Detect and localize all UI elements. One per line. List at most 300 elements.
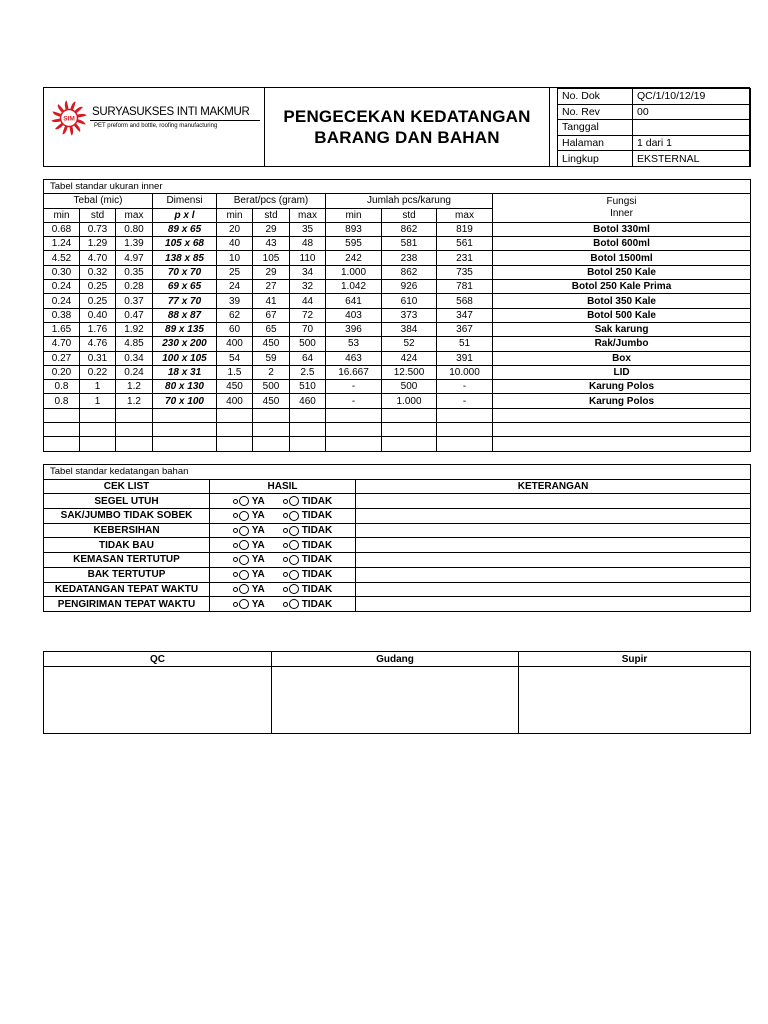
company-tagline: PET preform and bottle, roofing manufacturing xyxy=(94,123,218,129)
radio-dot-icon xyxy=(233,499,238,504)
radio-label: YA xyxy=(251,554,265,566)
cell-jumlah-std: 926 xyxy=(382,280,437,294)
arrival-check-table xyxy=(43,464,751,612)
subheader-min: min xyxy=(44,208,80,222)
radio-circle-icon[interactable] xyxy=(239,555,249,565)
radio-option-ya[interactable] xyxy=(233,524,265,537)
check-row xyxy=(44,538,751,553)
cell-berat-std: 2 xyxy=(253,365,290,379)
radio-circle-icon[interactable] xyxy=(239,511,249,521)
cell-jumlah-std: 500 xyxy=(382,380,437,394)
cell-tebal-max: 4.97 xyxy=(116,251,153,265)
radio-option-ya[interactable] xyxy=(233,495,265,508)
radio-label: TIDAK xyxy=(301,539,333,551)
empty-cell[interactable] xyxy=(80,423,116,437)
radio-label: TIDAK xyxy=(301,598,333,610)
check-row xyxy=(44,597,751,612)
radio-option-ya[interactable] xyxy=(233,509,265,522)
cell-berat-max: 460 xyxy=(290,394,326,408)
cell-berat-std: 105 xyxy=(253,251,290,265)
cell-tebal-min: 4.70 xyxy=(44,337,80,351)
cell-berat-max: 70 xyxy=(290,322,326,336)
cell-fungsi: Karung Polos xyxy=(493,380,751,394)
meta-row xyxy=(558,151,751,167)
radio-label: TIDAK xyxy=(301,495,333,507)
table-row xyxy=(44,394,751,408)
cell-jumlah-max: 568 xyxy=(437,294,493,308)
cell-tebal-std: 1.29 xyxy=(80,237,116,251)
subheader-std: std xyxy=(382,208,437,222)
check-row xyxy=(44,523,751,538)
subheader-pxl: p x l xyxy=(153,208,217,222)
cell-jumlah-min: 242 xyxy=(326,251,382,265)
radio-dot-icon xyxy=(283,602,288,607)
cell-tebal-min: 0.8 xyxy=(44,394,80,408)
cell-tebal-min: 4.52 xyxy=(44,251,80,265)
header-hasil: HASIL xyxy=(210,479,356,494)
signature-label-gudang: Gudang xyxy=(272,652,519,667)
cell-berat-min: 54 xyxy=(217,351,253,365)
svg-text:SIM: SIM xyxy=(63,115,75,123)
subheader-max: max xyxy=(437,208,493,222)
cell-tebal-std: 4.76 xyxy=(80,337,116,351)
check-note-field[interactable] xyxy=(356,597,751,612)
check-note-field[interactable] xyxy=(356,582,751,597)
cell-berat-min: 25 xyxy=(217,265,253,279)
empty-cell[interactable] xyxy=(116,423,153,437)
cell-jumlah-max: 391 xyxy=(437,351,493,365)
empty-cell[interactable] xyxy=(217,437,253,451)
radio-label: TIDAK xyxy=(301,583,333,595)
document-header xyxy=(43,87,750,167)
signature-box-supir[interactable] xyxy=(519,667,751,734)
empty-cell[interactable] xyxy=(44,437,80,451)
radio-label: TIDAK xyxy=(301,569,333,581)
cell-jumlah-max: - xyxy=(437,394,493,408)
cell-tebal-min: 0.20 xyxy=(44,365,80,379)
check-note-field[interactable] xyxy=(356,553,751,568)
cell-dimensi: 70 x 100 xyxy=(153,394,217,408)
cell-fungsi: Box xyxy=(493,351,751,365)
cell-berat-std: 29 xyxy=(253,222,290,236)
cell-berat-std: 450 xyxy=(253,394,290,408)
cell-jumlah-min: - xyxy=(326,394,382,408)
title-line-2: BARANG DAN BAHAN xyxy=(314,128,500,147)
cell-fungsi: Botol 500 Kale xyxy=(493,308,751,322)
subheader-max: max xyxy=(116,208,153,222)
check-row xyxy=(44,553,751,568)
check-row xyxy=(44,494,751,509)
cell-fungsi: Botol 250 Kale Prima xyxy=(493,280,751,294)
empty-cell[interactable] xyxy=(290,423,326,437)
radio-dot-icon xyxy=(283,557,288,562)
cell-tebal-max: 1.2 xyxy=(116,380,153,394)
cell-dimensi: 230 x 200 xyxy=(153,337,217,351)
radio-label: TIDAK xyxy=(301,510,333,522)
empty-cell[interactable] xyxy=(217,423,253,437)
empty-cell[interactable] xyxy=(80,437,116,451)
empty-cell[interactable] xyxy=(217,408,253,422)
check-item-label: KEBERSIHAN xyxy=(44,523,210,538)
cell-tebal-min: 0.38 xyxy=(44,308,80,322)
cell-jumlah-std: 238 xyxy=(382,251,437,265)
check-result xyxy=(210,509,356,524)
radio-dot-icon xyxy=(233,528,238,533)
cell-berat-std: 59 xyxy=(253,351,290,365)
cell-berat-std: 27 xyxy=(253,280,290,294)
radio-circle-icon[interactable] xyxy=(289,511,299,521)
cell-fungsi: Botol 1500ml xyxy=(493,251,751,265)
radio-option-ya[interactable] xyxy=(233,539,265,552)
cell-fungsi: Sak karung xyxy=(493,322,751,336)
cell-tebal-min: 0.24 xyxy=(44,280,80,294)
header-fungsi-line1: Fungsi xyxy=(606,196,637,208)
radio-dot-icon xyxy=(283,587,288,592)
radio-label: YA xyxy=(251,539,265,551)
company-name: SURYASUKSES INTI MAKMUR xyxy=(92,106,250,118)
cell-jumlah-max: 735 xyxy=(437,265,493,279)
cell-jumlah-std: 384 xyxy=(382,322,437,336)
empty-cell[interactable] xyxy=(44,408,80,422)
cell-berat-min: 20 xyxy=(217,222,253,236)
meta-value[interactable]: 00 xyxy=(633,104,751,120)
radio-option-ya[interactable] xyxy=(233,553,265,566)
radio-circle-icon[interactable] xyxy=(239,526,249,536)
radio-circle-icon[interactable] xyxy=(239,584,249,594)
radio-circle-icon[interactable] xyxy=(239,599,249,609)
cell-tebal-min: 0.68 xyxy=(44,222,80,236)
cell-jumlah-max: - xyxy=(437,380,493,394)
cell-fungsi: Botol 350 Kale xyxy=(493,294,751,308)
empty-cell[interactable] xyxy=(326,423,382,437)
cell-tebal-min: 1.65 xyxy=(44,322,80,336)
cell-tebal-std: 0.73 xyxy=(80,222,116,236)
empty-cell[interactable] xyxy=(153,408,217,422)
empty-table-row xyxy=(44,423,751,437)
table-row xyxy=(44,265,751,279)
cell-fungsi: Karung Polos xyxy=(493,394,751,408)
empty-cell[interactable] xyxy=(290,437,326,451)
cell-berat-min: 450 xyxy=(217,380,253,394)
cell-jumlah-min: 1.042 xyxy=(326,280,382,294)
radio-label: YA xyxy=(251,583,265,595)
cell-dimensi: 100 x 105 xyxy=(153,351,217,365)
subheader-max: max xyxy=(290,208,326,222)
cell-berat-std: 41 xyxy=(253,294,290,308)
meta-label: No. Dok xyxy=(558,89,633,105)
radio-dot-icon xyxy=(283,572,288,577)
radio-dot-icon xyxy=(233,602,238,607)
empty-cell[interactable] xyxy=(290,408,326,422)
signature-box-qc[interactable] xyxy=(44,667,272,734)
cell-jumlah-min: 16.667 xyxy=(326,365,382,379)
cell-berat-max: 500 xyxy=(290,337,326,351)
radio-option-tidak[interactable] xyxy=(283,598,333,611)
empty-cell[interactable] xyxy=(493,408,751,422)
signature-box-gudang[interactable] xyxy=(272,667,519,734)
table-row xyxy=(44,237,751,251)
empty-cell[interactable] xyxy=(493,423,751,437)
table-row xyxy=(44,294,751,308)
subheader-min: min xyxy=(217,208,253,222)
radio-circle-icon[interactable] xyxy=(289,540,299,550)
meta-row xyxy=(558,120,751,136)
empty-cell[interactable] xyxy=(116,437,153,451)
check-result xyxy=(210,494,356,509)
cell-tebal-max: 1.92 xyxy=(116,322,153,336)
radio-option-tidak[interactable] xyxy=(283,495,333,508)
cell-berat-std: 29 xyxy=(253,265,290,279)
subheader-std: std xyxy=(80,208,116,222)
meta-label: No. Rev xyxy=(558,104,633,120)
radio-option-ya[interactable] xyxy=(233,583,265,596)
cell-berat-min: 40 xyxy=(217,237,253,251)
cell-jumlah-std: 862 xyxy=(382,222,437,236)
empty-cell[interactable] xyxy=(44,423,80,437)
radio-label: TIDAK xyxy=(301,525,333,537)
cell-fungsi: Botol 600ml xyxy=(493,237,751,251)
cell-dimensi: 138 x 85 xyxy=(153,251,217,265)
header-dimensi: Dimensi xyxy=(153,194,217,208)
check-note-field[interactable] xyxy=(356,538,751,553)
radio-circle-icon[interactable] xyxy=(239,540,249,550)
cell-fungsi: Rak/Jumbo xyxy=(493,337,751,351)
cell-jumlah-std: 610 xyxy=(382,294,437,308)
cell-jumlah-std: 12.500 xyxy=(382,365,437,379)
empty-table-row xyxy=(44,408,751,422)
radio-label: YA xyxy=(251,525,265,537)
meta-row xyxy=(558,135,751,151)
cell-berat-max: 34 xyxy=(290,265,326,279)
header-tebal: Tebal (mic) xyxy=(44,194,153,208)
cell-jumlah-std: 862 xyxy=(382,265,437,279)
cell-berat-std: 450 xyxy=(253,337,290,351)
company-logo-block xyxy=(44,88,265,166)
header-keterangan: KETERANGAN xyxy=(356,479,751,494)
cell-tebal-max: 1.39 xyxy=(116,237,153,251)
header-fungsi xyxy=(493,194,751,223)
signature-table xyxy=(43,651,751,734)
check-row xyxy=(44,582,751,597)
cell-berat-min: 62 xyxy=(217,308,253,322)
meta-row xyxy=(558,104,751,120)
cell-tebal-max: 0.37 xyxy=(116,294,153,308)
empty-cell[interactable] xyxy=(326,437,382,451)
cell-tebal-std: 0.31 xyxy=(80,351,116,365)
cell-berat-max: 72 xyxy=(290,308,326,322)
radio-dot-icon xyxy=(233,543,238,548)
cell-tebal-max: 0.47 xyxy=(116,308,153,322)
radio-circle-icon[interactable] xyxy=(289,526,299,536)
inner-table-caption: Tabel standar ukuran inner xyxy=(44,180,751,194)
empty-cell[interactable] xyxy=(253,408,290,422)
cell-fungsi: Botol 250 Kale xyxy=(493,265,751,279)
cell-jumlah-min: 403 xyxy=(326,308,382,322)
cell-jumlah-std: 424 xyxy=(382,351,437,365)
radio-circle-icon[interactable] xyxy=(289,584,299,594)
cell-tebal-std: 0.32 xyxy=(80,265,116,279)
subheader-std: std xyxy=(253,208,290,222)
cell-berat-std: 67 xyxy=(253,308,290,322)
cell-jumlah-std: 581 xyxy=(382,237,437,251)
cell-dimensi: 18 x 31 xyxy=(153,365,217,379)
cell-berat-std: 500 xyxy=(253,380,290,394)
cell-jumlah-std: 373 xyxy=(382,308,437,322)
cell-dimensi: 105 x 68 xyxy=(153,237,217,251)
check-result xyxy=(210,553,356,568)
empty-cell[interactable] xyxy=(437,437,493,451)
meta-value[interactable]: QC/1/10/12/19 xyxy=(633,89,751,105)
empty-cell[interactable] xyxy=(382,437,437,451)
cell-tebal-max: 0.28 xyxy=(116,280,153,294)
empty-cell[interactable] xyxy=(253,423,290,437)
cell-jumlah-min: 396 xyxy=(326,322,382,336)
radio-option-tidak[interactable] xyxy=(283,583,333,596)
radio-dot-icon xyxy=(283,513,288,518)
radio-circle-icon[interactable] xyxy=(289,570,299,580)
cell-dimensi: 77 x 70 xyxy=(153,294,217,308)
cell-jumlah-max: 10.000 xyxy=(437,365,493,379)
cell-berat-std: 65 xyxy=(253,322,290,336)
empty-table-row xyxy=(44,437,751,451)
empty-cell[interactable] xyxy=(382,408,437,422)
radio-label: TIDAK xyxy=(301,554,333,566)
cell-tebal-max: 0.80 xyxy=(116,222,153,236)
logo-divider xyxy=(90,120,260,121)
check-row xyxy=(44,567,751,582)
cell-tebal-max: 0.35 xyxy=(116,265,153,279)
inner-size-table xyxy=(43,179,751,452)
check-item-label: SAK/JUMBO TIDAK SOBEK xyxy=(44,509,210,524)
radio-circle-icon[interactable] xyxy=(289,599,299,609)
cell-jumlah-min: - xyxy=(326,380,382,394)
cell-tebal-std: 0.25 xyxy=(80,294,116,308)
cell-tebal-std: 0.40 xyxy=(80,308,116,322)
radio-label: YA xyxy=(251,510,265,522)
cell-dimensi: 70 x 70 xyxy=(153,265,217,279)
empty-cell[interactable] xyxy=(153,423,217,437)
cell-tebal-max: 0.34 xyxy=(116,351,153,365)
radio-option-tidak[interactable] xyxy=(283,568,333,581)
radio-dot-icon xyxy=(283,543,288,548)
radio-option-ya[interactable] xyxy=(233,568,265,581)
cell-dimensi: 89 x 65 xyxy=(153,222,217,236)
header-berat: Berat/pcs (gram) xyxy=(217,194,326,208)
radio-circle-icon[interactable] xyxy=(239,570,249,580)
radio-circle-icon[interactable] xyxy=(289,496,299,506)
meta-value[interactable] xyxy=(633,120,751,136)
empty-cell[interactable] xyxy=(253,437,290,451)
empty-cell[interactable] xyxy=(437,408,493,422)
table-row xyxy=(44,308,751,322)
meta-value[interactable]: 1 dari 1 xyxy=(633,135,751,151)
cell-berat-std: 43 xyxy=(253,237,290,251)
header-fungsi-line2: Inner xyxy=(610,208,633,220)
cell-jumlah-min: 641 xyxy=(326,294,382,308)
table-row xyxy=(44,365,751,379)
cell-tebal-min: 0.8 xyxy=(44,380,80,394)
cell-berat-min: 400 xyxy=(217,337,253,351)
cell-berat-max: 64 xyxy=(290,351,326,365)
cell-tebal-max: 1.2 xyxy=(116,394,153,408)
check-note-field[interactable] xyxy=(356,494,751,509)
check-item-label: BAK TERTUTUP xyxy=(44,567,210,582)
cell-jumlah-max: 347 xyxy=(437,308,493,322)
empty-cell[interactable] xyxy=(153,437,217,451)
header-cek-list: CEK LIST xyxy=(44,479,210,494)
check-note-field[interactable] xyxy=(356,523,751,538)
cell-berat-min: 10 xyxy=(217,251,253,265)
radio-option-tidak[interactable] xyxy=(283,509,333,522)
check-result xyxy=(210,597,356,612)
radio-option-tidak[interactable] xyxy=(283,553,333,566)
radio-circle-icon[interactable] xyxy=(289,555,299,565)
cell-jumlah-min: 1.000 xyxy=(326,265,382,279)
meta-row xyxy=(558,89,751,105)
cell-jumlah-max: 561 xyxy=(437,237,493,251)
cell-berat-min: 24 xyxy=(217,280,253,294)
cell-tebal-min: 0.30 xyxy=(44,265,80,279)
cell-tebal-std: 1 xyxy=(80,394,116,408)
check-table-caption: Tabel standar kedatangan bahan xyxy=(44,465,751,480)
check-result xyxy=(210,567,356,582)
document-meta-table xyxy=(557,88,751,167)
radio-dot-icon xyxy=(233,587,238,592)
cell-dimensi: 89 x 135 xyxy=(153,322,217,336)
check-note-field[interactable] xyxy=(356,509,751,524)
check-result xyxy=(210,538,356,553)
cell-tebal-std: 0.22 xyxy=(80,365,116,379)
empty-cell[interactable] xyxy=(382,423,437,437)
radio-option-ya[interactable] xyxy=(233,598,265,611)
empty-cell[interactable] xyxy=(437,423,493,437)
cell-tebal-min: 0.27 xyxy=(44,351,80,365)
radio-label: YA xyxy=(251,569,265,581)
radio-label: YA xyxy=(251,598,265,610)
cell-jumlah-max: 51 xyxy=(437,337,493,351)
cell-tebal-std: 4.70 xyxy=(80,251,116,265)
signature-label-supir: Supir xyxy=(519,652,751,667)
check-note-field[interactable] xyxy=(356,567,751,582)
radio-circle-icon[interactable] xyxy=(239,496,249,506)
table-row xyxy=(44,337,751,351)
cell-berat-max: 35 xyxy=(290,222,326,236)
cell-fungsi: Botol 330ml xyxy=(493,222,751,236)
radio-option-tidak[interactable] xyxy=(283,524,333,537)
cell-berat-max: 110 xyxy=(290,251,326,265)
cell-tebal-max: 4.85 xyxy=(116,337,153,351)
radio-dot-icon xyxy=(233,572,238,577)
empty-cell[interactable] xyxy=(116,408,153,422)
cell-jumlah-max: 367 xyxy=(437,322,493,336)
table-row xyxy=(44,351,751,365)
title-line-1: PENGECEKAN KEDATANGAN xyxy=(283,107,531,126)
signature-label-qc: QC xyxy=(44,652,272,667)
table-row xyxy=(44,322,751,336)
empty-cell[interactable] xyxy=(80,408,116,422)
company-logo-icon xyxy=(49,98,89,138)
empty-cell[interactable] xyxy=(326,408,382,422)
cell-jumlah-min: 53 xyxy=(326,337,382,351)
cell-tebal-min: 1.24 xyxy=(44,237,80,251)
subheader-min: min xyxy=(326,208,382,222)
cell-dimensi: 80 x 130 xyxy=(153,380,217,394)
check-item-label: SEGEL UTUH xyxy=(44,494,210,509)
meta-value[interactable]: EKSTERNAL xyxy=(633,151,751,167)
radio-option-tidak[interactable] xyxy=(283,539,333,552)
check-result xyxy=(210,523,356,538)
empty-cell[interactable] xyxy=(493,437,751,451)
